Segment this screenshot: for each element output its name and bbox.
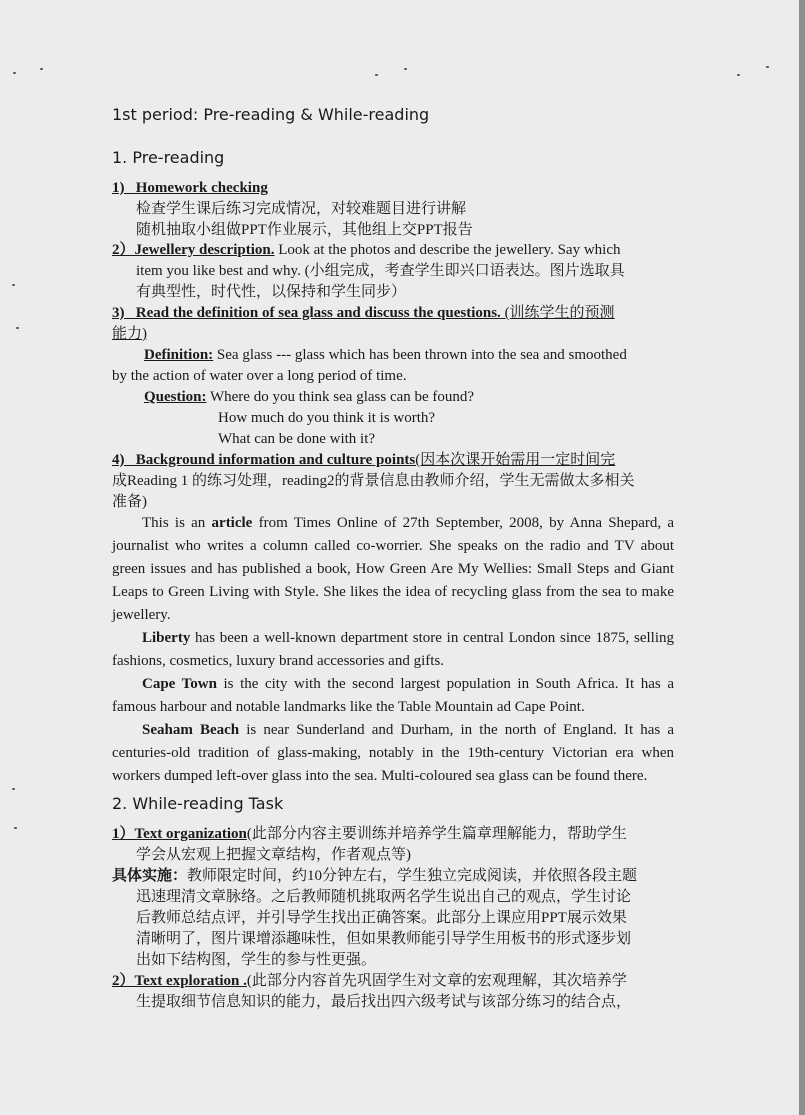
jewellery-line: 有典型性，时代性，以保持和学生同步） xyxy=(136,284,407,300)
text-organization-line: 1）Text organization(此部分内容主要训练并培养学生篇章理解能力，帮助学生 xyxy=(112,826,627,842)
implementation-line: 迅速理清文章脉络。之后教师随机挑取两名学生说出自己的观点，学生讨论 xyxy=(136,889,632,905)
definition-label: Definition: xyxy=(144,347,214,363)
jewellery-line: 2）Jewellery description. Look at the photos and describe the jewellery. Say which xyxy=(112,242,621,258)
homework-line: 检查学生课后练习完成情况，对较难题目进行讲解 xyxy=(136,201,467,217)
definition-line: Definition: Sea glass --- glass which has been thrown into the sea and smoothed xyxy=(144,347,627,363)
scan-speck xyxy=(737,74,740,76)
implementation-line: 清晰明了，图片课增添趣味性，但如果教师能引导学生用板书的形式逐步划 xyxy=(136,931,632,947)
homework-checking-label: 1) Homework checking xyxy=(112,180,268,196)
scan-speck xyxy=(404,68,407,70)
seaham-paragraph: Seaham Beach is near Sunderland and Durham, in the north of England. It has a centuries-old tradition of glass-making, notably in the 19th-century Victorian era when workers dumped left-over glass into the sea. Multi-coloured sea glass can be found there. xyxy=(112,722,675,784)
text-exploration-line: 生提取细节信息知识的能力，最后找出四六级考试与该部分练习的结合点， xyxy=(136,994,632,1010)
scan-speck xyxy=(375,74,378,76)
sea-glass-line: 3) Read the definition of sea glass and discuss the questions. (训练学生的预测 xyxy=(112,305,615,321)
text-exploration-label: 2）Text exploration . xyxy=(112,973,247,989)
text-organization-line: 学会从宏观上把握文章结构，作者观点等) xyxy=(136,847,411,863)
background-line: 4) Background information and culture points(因本次课开始需用一定时间完 xyxy=(112,452,616,468)
scan-speck xyxy=(12,788,15,790)
scan-speck xyxy=(40,68,43,70)
page-title: 1st period: Pre-reading & While-reading xyxy=(112,105,430,124)
cape-town-paragraph: Cape Town is the city with the second largest population in South Africa. It has a famous harbour and notable landmarks like the Table Mountain ad Cape Point. xyxy=(112,676,674,715)
question-line: How much do you think it is worth? xyxy=(218,410,436,426)
question-label: Question: xyxy=(144,389,207,405)
implementation-line: 后教师总结点评，并引导学生找出正确答案。此部分上课应用PPT展示效果 xyxy=(136,910,627,926)
jewellery-label: 2）Jewellery description. xyxy=(112,242,275,258)
implementation-label: 具体实施： xyxy=(112,868,188,884)
sea-glass-line: 能力) xyxy=(112,326,147,342)
liberty-paragraph: Liberty has been a well-known department store in central London since 1875, selling fashions, cosmetics, luxury brand accessories and gifts. xyxy=(112,630,674,669)
scan-speck xyxy=(14,827,17,829)
article-paragraph: This is an article from Times Online of 27th September, 2008, by Anna Shepard, a journalist who writes a column called co-worrier. She speaks on the radio and TV about green issues and has published a book, How Green Are My Wellies: Small Steps and Giant Leaps to Green Living with Style. She likes the idea of recycling glass from the sea to make jewellery. xyxy=(112,515,674,623)
homework-line: 随机抽取小组做PPT作业展示，其他组上交PPT报告 xyxy=(136,222,473,238)
scan-speck xyxy=(13,72,16,74)
jewellery-line: item you like best and why. (小组完成，考查学生即兴口语表达。图片选取具 xyxy=(136,263,625,279)
scan-speck xyxy=(16,327,19,329)
sea-glass-label: 3) Read the definition of sea glass and discuss the questions. xyxy=(112,305,501,321)
background-line: 准备) xyxy=(112,494,147,510)
page-edge xyxy=(799,0,805,1115)
text-exploration-line: 2）Text exploration .(此部分内容首先巩固学生对文章的宏观理解，其次培养学 xyxy=(112,973,627,989)
background-paragraphs xyxy=(112,512,674,788)
background-label: 4) Background information and culture points xyxy=(112,452,416,468)
scan-speck xyxy=(766,66,769,68)
scan-speck xyxy=(12,284,15,286)
section-heading-pre-reading: 1. Pre-reading xyxy=(112,148,225,167)
text-organization-label: 1）Text organization xyxy=(112,826,247,842)
question-line: What can be done with it? xyxy=(218,431,376,447)
implementation-line: 出如下结构图，学生的参与性更强。 xyxy=(136,952,377,968)
section-heading-while-reading: 2. While-reading Task xyxy=(112,794,284,813)
background-line: 成Reading 1 的练习处理，reading2的背景信息由教师介绍，学生无需做太多相关 xyxy=(112,473,635,489)
question-line: Question: Where do you think sea glass can be found? xyxy=(144,389,475,405)
definition-line: by the action of water over a long period of time. xyxy=(112,368,407,384)
implementation-line: 具体实施：教师限定时间，约10分钟左右，学生独立完成阅读，并依照各段主题 xyxy=(112,868,638,884)
